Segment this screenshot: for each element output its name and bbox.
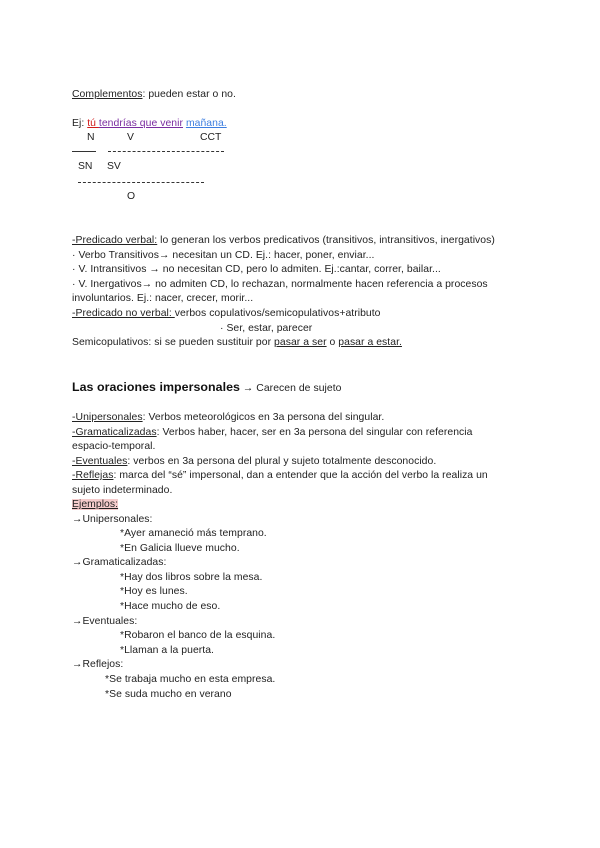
example-item: *Ayer amaneció más temprano.	[120, 528, 267, 539]
bullet-transitivos: · Verbo Transitivos→ necesitan un CD. Ej.: hacer, poner, enviar...	[72, 250, 375, 261]
pasar-a-estar: pasar a estar.	[338, 337, 402, 348]
type-reflejas-cont: sujeto indeterminado.	[72, 485, 173, 496]
ejemplos-label: Ejemplos:	[72, 499, 119, 510]
example-prefix: Ej:	[72, 118, 88, 129]
complementos-text: : pueden estar o no.	[142, 89, 236, 100]
example-item: *En Galicia llueve mucho.	[120, 543, 240, 554]
tree-line-sv	[78, 182, 204, 183]
example-item: *Llaman a la puerta.	[120, 645, 214, 656]
tree-label-cct: CCT	[200, 132, 222, 143]
type-unipersonales: -Unipersonales: Verbos meteorológicos en 3a persona del singular.	[72, 412, 385, 423]
type-gramaticalizadas: -Gramaticalizadas: Verbos haber, hacer, ser en 3a persona del singular con referencia	[72, 427, 473, 438]
example-item: *Hoy es lunes.	[120, 586, 188, 597]
section-heading	[72, 380, 341, 396]
example-item: *Hace mucho de eso.	[120, 601, 221, 612]
pasar-a-ser: pasar a ser	[274, 337, 327, 348]
example-adverb: mañana.	[185, 118, 227, 129]
tree-label-sv: SV	[107, 161, 121, 172]
example-verb: tendrías que venir	[98, 118, 183, 129]
example-group-gramaticalizadas: →Gramaticalizadas:	[72, 557, 167, 568]
example-subject: tú	[87, 118, 99, 129]
bullet-intransitivos: · V. Intransitivos → no necesitan CD, pero lo admiten. Ej.:cantar, correr, bailar...	[72, 264, 441, 275]
tree-label-sn: SN	[78, 161, 93, 172]
heading-subtitle: Carecen de sujeto	[256, 383, 342, 394]
example-sentence	[72, 117, 227, 130]
example-group-unipersonales: →Unipersonales:	[72, 514, 153, 525]
tree-line-v	[108, 151, 224, 152]
tree-label-o: O	[127, 191, 136, 202]
tree-line-n	[72, 151, 96, 152]
example-item: *Robaron el banco de la esquina.	[120, 630, 276, 641]
example-item: *Se suda mucho en verano	[105, 689, 232, 700]
predicado-no-verbal-line: -Predicado no verbal: verbos copulativos/semicopulativos+atributo	[72, 308, 381, 319]
bullet-inergativos: · V. Inergativos→ no admiten CD, lo rechazan, normalmente hacen referencia a procesos	[72, 279, 488, 290]
example-item: *Se trabaja mucho en esta empresa.	[105, 674, 276, 685]
example-group-reflejos: →Reflejos:	[72, 659, 124, 670]
ser-estar-line: · Ser, estar, parecer	[220, 323, 313, 334]
tree-label-v: V	[127, 132, 134, 143]
predicado-verbal-term: -Predicado verbal:	[72, 235, 158, 246]
example-group-eventuales: →Eventuales:	[72, 616, 138, 627]
type-gramaticalizadas-cont: espacio-temporal.	[72, 441, 156, 452]
predicado-no-verbal-term: -Predicado no verbal:	[72, 308, 175, 319]
type-reflejas: -Reflejas: marca del “sé” impersonal, dan a entender que la acción del verbo la realiza un	[72, 470, 488, 481]
tree-label-n: N	[87, 132, 95, 143]
bullet-inergativos-cont: involuntarios. Ej.: nacer, crecer, morir...	[72, 293, 254, 304]
type-eventuales: -Eventuales: verbos en 3a persona del plural y sujeto totalmente desconocido.	[72, 456, 437, 467]
predicado-verbal-line: -Predicado verbal: lo generan los verbos predicativos (transitivos, intransitivos, inergativos)	[72, 235, 495, 246]
semicopulativos-line: Semicopulativos: si se pueden sustituir por pasar a ser o pasar a estar.	[72, 337, 402, 348]
example-item: *Hay dos libros sobre la mesa.	[120, 572, 263, 583]
arrow-icon: →	[239, 383, 257, 394]
complementos-line	[72, 88, 236, 101]
complementos-term: Complementos	[72, 89, 143, 100]
heading-title: Las oraciones impersonales	[72, 380, 240, 394]
